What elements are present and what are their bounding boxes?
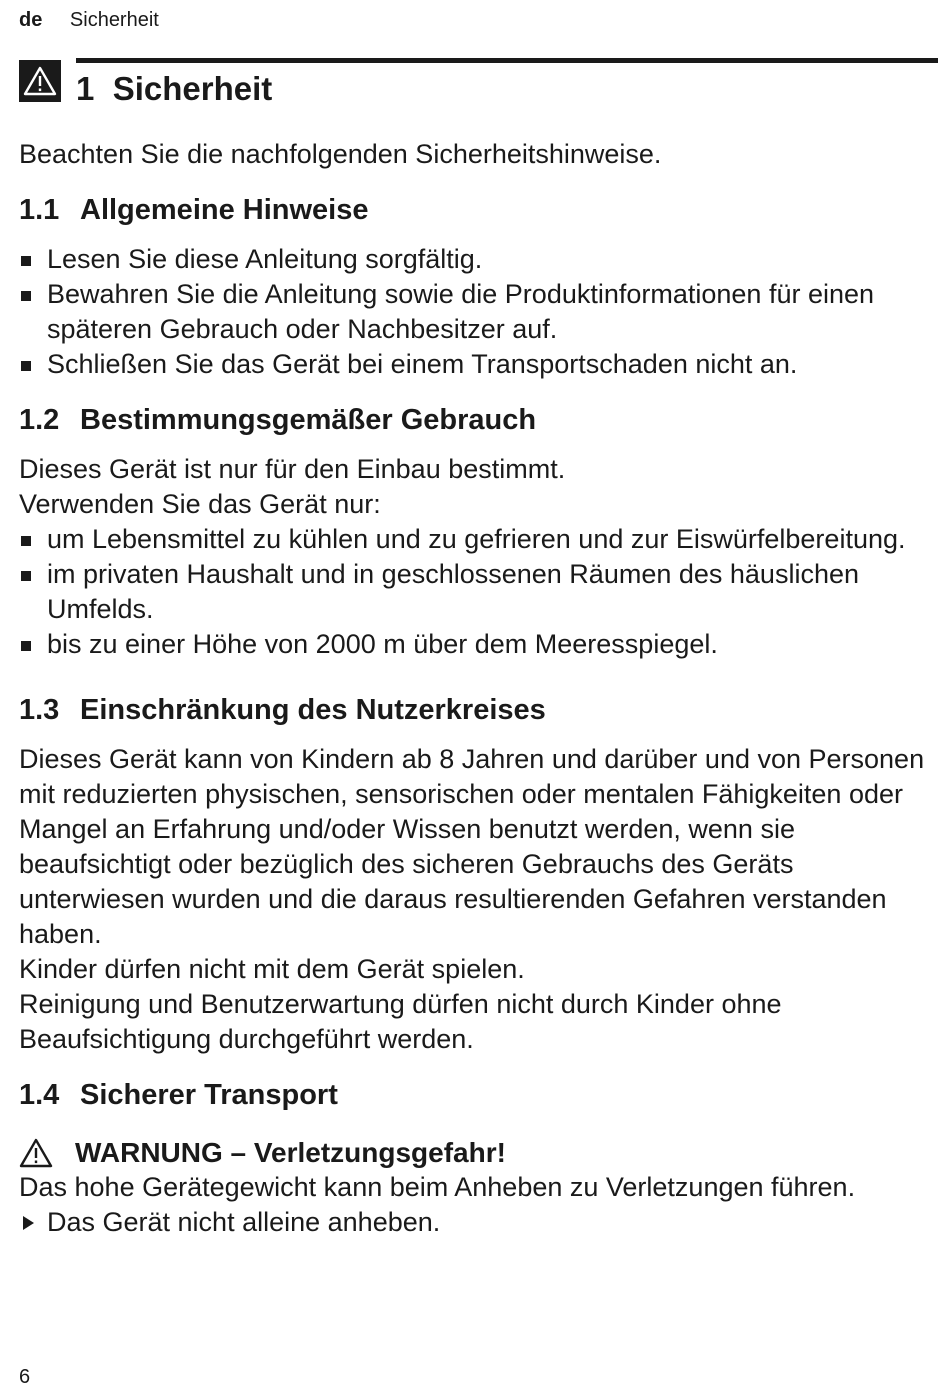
header-section: Sicherheit <box>69 9 159 31</box>
page-number: 6 <box>19 1366 31 1388</box>
instruction-step <box>19 1205 931 1240</box>
list-item: Lesen Sie diese Anleitung sorgfältig. <box>19 242 931 277</box>
section-title: Allgemeine Hinweise <box>80 194 369 226</box>
section-number: 1.4 <box>19 1079 60 1111</box>
general-notes-list <box>19 242 931 382</box>
warning-text: Das hohe Gerätegewicht kann beim Anheben zu Verletzungen führen. <box>19 1172 856 1202</box>
section-heading-1-3 <box>19 693 931 728</box>
section-number: 1.1 <box>19 194 60 226</box>
paragraph: Reinigung und Benutzerwartung dürfen nicht durch Kinder ohne Beaufsichtigung durchgeführt werden. <box>19 989 782 1054</box>
title-number: 1 <box>76 70 95 107</box>
paragraph: Dieses Gerät kann von Kindern ab 8 Jahren und darüber und von Personen mit reduzierten physischen, sensorischen oder mentalen Fähigkeiten oder Mangel an Erfahrung und/oder Wissen benutzt werden, wenn sie beaufsichtigt oder bezüglich des sicheren Gebrauchs des Geräts unterwiesen wurden und die daraus resultierenden Gefahren verstanden haben. <box>19 744 925 949</box>
section-heading-1-1 <box>19 193 931 228</box>
intro-text: Beachten Sie die nachfolgenden Sicherheitshinweise. <box>19 139 662 169</box>
section-title: Sicherer Transport <box>80 1079 338 1111</box>
list-item: Schließen Sie das Gerät bei einem Transportschaden nicht an. <box>19 347 931 382</box>
list-item: um Lebensmittel zu kühlen und zu gefrieren und zur Eiswürfelbereitung. <box>19 522 931 557</box>
section-title: Bestimmungsgemäßer Gebrauch <box>80 404 537 436</box>
paragraph: Dieses Gerät ist nur für den Einbau bestimmt. <box>19 454 566 484</box>
section-number: 1.3 <box>19 694 60 726</box>
warning-triangle-icon <box>23 66 57 96</box>
list-item: bis zu einer Höhe von 2000 m über dem Meeresspiegel. <box>19 627 931 662</box>
section-warning-icon <box>19 60 61 102</box>
page-title <box>76 70 272 108</box>
warning-triangle-icon <box>19 1138 53 1168</box>
paragraph: Kinder dürfen nicht mit dem Gerät spielen. <box>19 954 525 984</box>
section-title: Einschränkung des Nutzerkreises <box>80 694 546 726</box>
section-heading-1-2 <box>19 403 931 438</box>
header-rule <box>76 58 938 63</box>
language-code: de <box>19 9 43 31</box>
paragraph: Verwenden Sie das Gerät nur: <box>19 489 381 519</box>
main-content <box>19 137 931 1240</box>
warning-label: WARNUNG – Verletzungsgefahr! <box>75 1137 506 1168</box>
section-number: 1.2 <box>19 404 60 436</box>
list-item: Bewahren Sie die Anleitung sowie die Produktinformationen für einen späteren Gebrauch oder Nachbesitzer auf. <box>19 277 931 347</box>
step-text: Das Gerät nicht alleine anheben. <box>47 1207 441 1237</box>
page-header <box>19 9 159 32</box>
section-heading-1-4 <box>19 1078 931 1113</box>
intended-use-list <box>19 522 931 662</box>
warning-heading <box>19 1135 931 1170</box>
list-item: im privaten Haushalt und in geschlossenen Räumen des häuslichen Umfelds. <box>19 557 931 627</box>
title-text: Sicherheit <box>112 70 273 107</box>
